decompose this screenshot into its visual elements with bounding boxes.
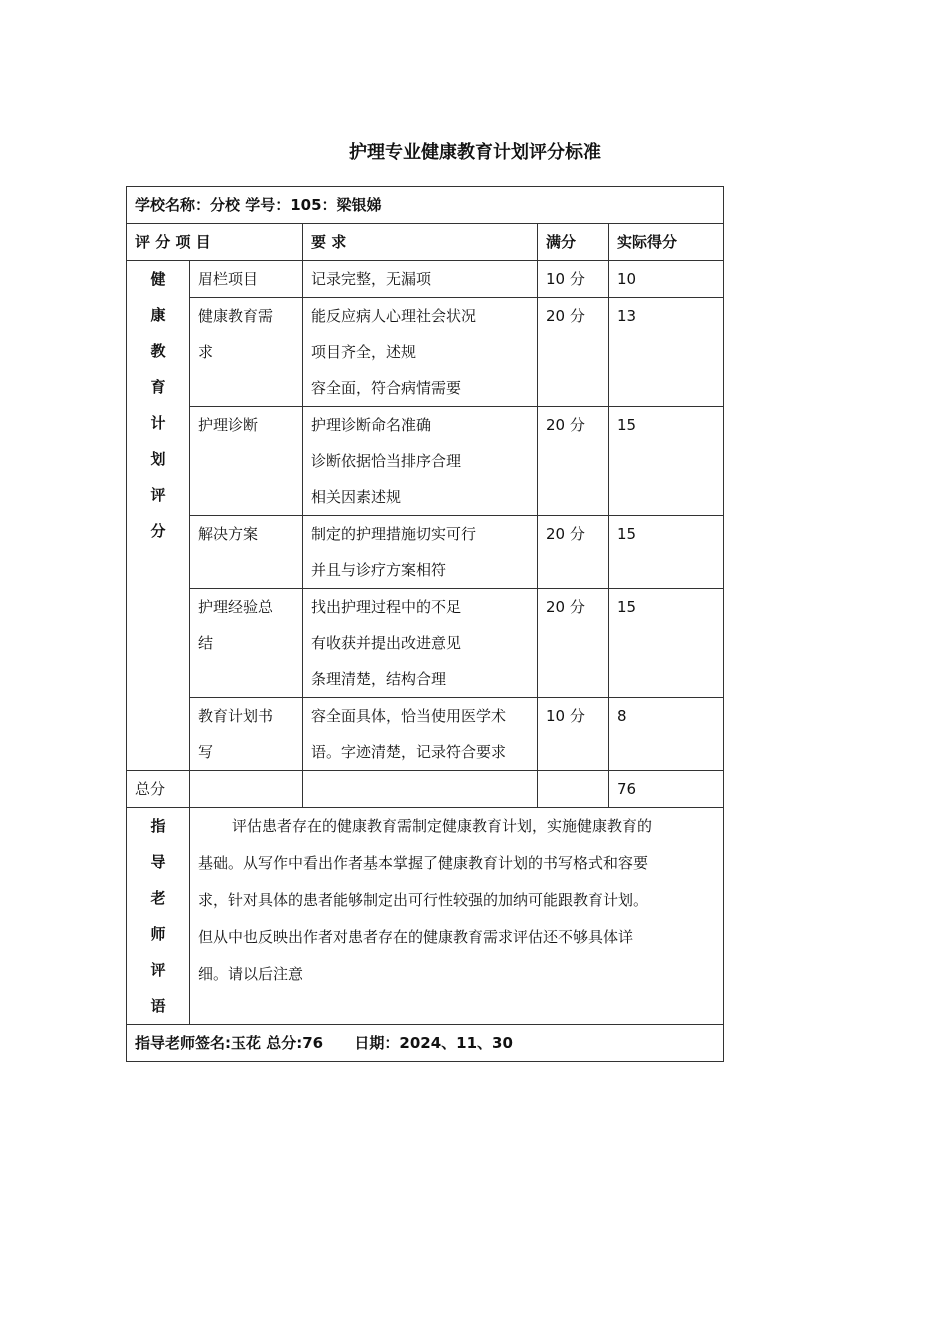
item-cell: 解决方案 [190,516,303,589]
actual-score-cell: 8 [609,698,724,771]
table-row [127,589,724,698]
requirement-cell: 能反应病人心理社会状况 项目齐全，述规 容全面，符合病情需要 [303,298,538,407]
empty-cell [190,771,303,808]
full-score-cell: 10 分 [538,698,609,771]
item-cell: 护理经验总 结 [190,589,303,698]
score-table [126,186,724,1062]
actual-score-cell: 15 [609,407,724,516]
school-info: 学校名称：分校 学号：105：梁银娣 [127,187,724,224]
col-header-full-score: 满分 [538,224,609,261]
full-score-cell: 10 分 [538,261,609,298]
full-score-cell: 20 分 [538,516,609,589]
col-header-requirement: 要 求 [303,224,538,261]
item-cell: 护理诊断 [190,407,303,516]
total-label: 总分 [127,771,190,808]
full-score-cell: 20 分 [538,407,609,516]
table-row [127,261,724,298]
table-row [127,407,724,516]
requirement-cell: 容全面具体，恰当使用医学术 语。字迹清楚，记录符合要求 [303,698,538,771]
requirement-cell: 护理诊断命名准确 诊断依据恰当排序合理 相关因素述规 [303,407,538,516]
total-row [127,771,724,808]
requirement-cell: 制定的护理措施切实可行 并且与诊疗方案相符 [303,516,538,589]
actual-score-cell: 10 [609,261,724,298]
total-value: 76 [609,771,724,808]
requirement-cell: 记录完整，无漏项 [303,261,538,298]
col-header-actual-score: 实际得分 [609,224,724,261]
empty-cell [303,771,538,808]
full-score-cell: 20 分 [538,298,609,407]
comment-row [127,808,724,1025]
col-header-item: 评 分 项 目 [127,224,303,261]
empty-cell [538,771,609,808]
item-cell: 健康教育需 求 [190,298,303,407]
item-cell: 眉栏项目 [190,261,303,298]
page-title: 护理专业健康教育计划评分标准 [349,142,601,163]
comment-label: 指 导 老 师 评 语 [127,808,190,1025]
actual-score-cell: 13 [609,298,724,407]
requirement-cell: 找出护理过程中的不足 有收获并提出改进意见 条理清楚，结构合理 [303,589,538,698]
signature-line: 指导老师签名:玉花 总分:76 日期：2024、11、30 [127,1025,724,1062]
table-row [127,298,724,407]
item-cell: 教育计划书 写 [190,698,303,771]
table-row [127,516,724,589]
comment-text: 评估患者存在的健康教育需制定健康教育计划，实施健康教育的 基础。从写作中看出作者基本掌握了健康教育计划的书写格式和容要 求，针对具体的患者能够制定出可行性较强的加纳可能跟教育计划。 但从中也反映出作者对患者存在的健康教育需求评估还不够具体详 细。请以后注意 [190,808,724,1025]
actual-score-cell: 15 [609,589,724,698]
table-row [127,698,724,771]
actual-score-cell: 15 [609,516,724,589]
section-label: 健 康 教 育 计 划 评 分 [127,261,190,771]
full-score-cell: 20 分 [538,589,609,698]
